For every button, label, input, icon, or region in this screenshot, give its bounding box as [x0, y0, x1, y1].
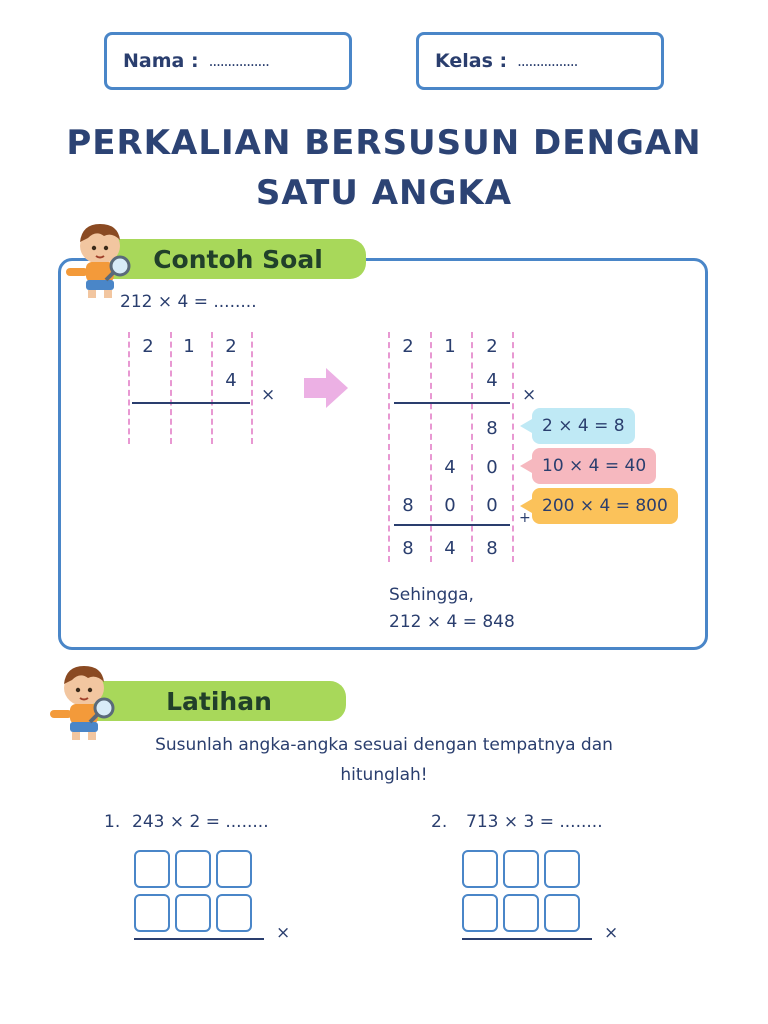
nama-label: Nama :: [123, 50, 199, 72]
practice-item-number: 2.: [431, 812, 448, 832]
plus-sign: +: [519, 510, 531, 526]
kelas-blank: ................: [517, 52, 578, 70]
right-top-digit: 2: [486, 336, 498, 357]
practice-instruction-line1: Susunlah angka-angka sesuai dengan tempatnya dan: [155, 735, 613, 755]
partial2-note: 10 × 4 = 40: [532, 448, 656, 484]
right-grid-line: [430, 332, 432, 562]
right-multiply-line: [394, 402, 510, 404]
partial3-digit: 0: [486, 495, 498, 516]
right-times-sign: ×: [522, 385, 537, 405]
left-top-digit: 2: [225, 336, 237, 357]
right-multiplier-digit: 4: [486, 370, 498, 391]
partial3-digit: 8: [402, 495, 414, 516]
conclusion-line1: Sehingga,: [389, 585, 474, 605]
answer-cell[interactable]: [134, 850, 170, 888]
answer-cell[interactable]: [134, 894, 170, 932]
partial2-digit: 4: [444, 457, 456, 478]
answer-cell[interactable]: [462, 894, 498, 932]
partial3-digit: 0: [444, 495, 456, 516]
right-top-digit: 2: [402, 336, 414, 357]
practice-tab: [92, 681, 346, 721]
left-multiplier-digit: 4: [225, 370, 237, 391]
answer-cell[interactable]: [462, 850, 498, 888]
nama-field[interactable]: [104, 32, 352, 90]
answer-cell[interactable]: [175, 850, 211, 888]
result-digit: 4: [444, 538, 456, 559]
answer-cell[interactable]: [216, 894, 252, 932]
boy-magnifier-icon: [60, 216, 136, 300]
answer-cell[interactable]: [216, 850, 252, 888]
practice-item-problem: 243 × 2 = ........: [132, 812, 269, 832]
partial2-digit: 0: [486, 457, 498, 478]
left-grid-line: [128, 332, 130, 444]
sum-line: [394, 524, 510, 526]
kelas-field[interactable]: [416, 32, 664, 90]
conclusion-line2: 212 × 4 = 848: [389, 612, 515, 632]
right-grid-line: [388, 332, 390, 562]
boy-magnifier-icon: [44, 658, 120, 742]
result-digit: 8: [402, 538, 414, 559]
practice-times-sign: ×: [604, 923, 619, 943]
right-top-digit: 1: [444, 336, 456, 357]
practice-tab-label: Latihan: [166, 686, 272, 716]
arrow-right-icon: [302, 366, 350, 410]
answer-cell[interactable]: [544, 850, 580, 888]
left-grid-line: [251, 332, 253, 444]
right-grid-line: [512, 332, 514, 562]
example-tab: [110, 239, 366, 279]
practice-line: [134, 938, 264, 940]
kelas-label: Kelas :: [435, 50, 508, 72]
example-problem: 212 × 4 = ........: [120, 292, 257, 312]
page-title-line2: SATU ANGKA: [255, 173, 513, 213]
practice-line: [462, 938, 592, 940]
practice-times-sign: ×: [276, 923, 291, 943]
practice-item-number: 1.: [104, 812, 121, 832]
partial3-note: 200 × 4 = 800: [532, 488, 678, 524]
practice-instruction-line2: hitunglah!: [340, 765, 428, 785]
left-top-digit: 2: [142, 336, 154, 357]
practice-item-problem: 713 × 3 = ........: [466, 812, 603, 832]
left-multiply-line: [132, 402, 250, 404]
left-grid-line: [170, 332, 172, 444]
left-times-sign: ×: [261, 385, 276, 405]
answer-cell[interactable]: [175, 894, 211, 932]
left-grid-line: [211, 332, 213, 444]
result-digit: 8: [486, 538, 498, 559]
example-tab-label: Contoh Soal: [153, 244, 323, 274]
partial1-note: 2 × 4 = 8: [532, 408, 635, 444]
answer-cell[interactable]: [544, 894, 580, 932]
right-grid-line: [471, 332, 473, 562]
left-top-digit: 1: [183, 336, 195, 357]
answer-cell[interactable]: [503, 850, 539, 888]
nama-blank: ................: [208, 52, 269, 70]
partial1-digit: 8: [486, 418, 498, 439]
page-title-line1: PERKALIAN BERSUSUN DENGAN: [66, 123, 702, 163]
answer-cell[interactable]: [503, 894, 539, 932]
